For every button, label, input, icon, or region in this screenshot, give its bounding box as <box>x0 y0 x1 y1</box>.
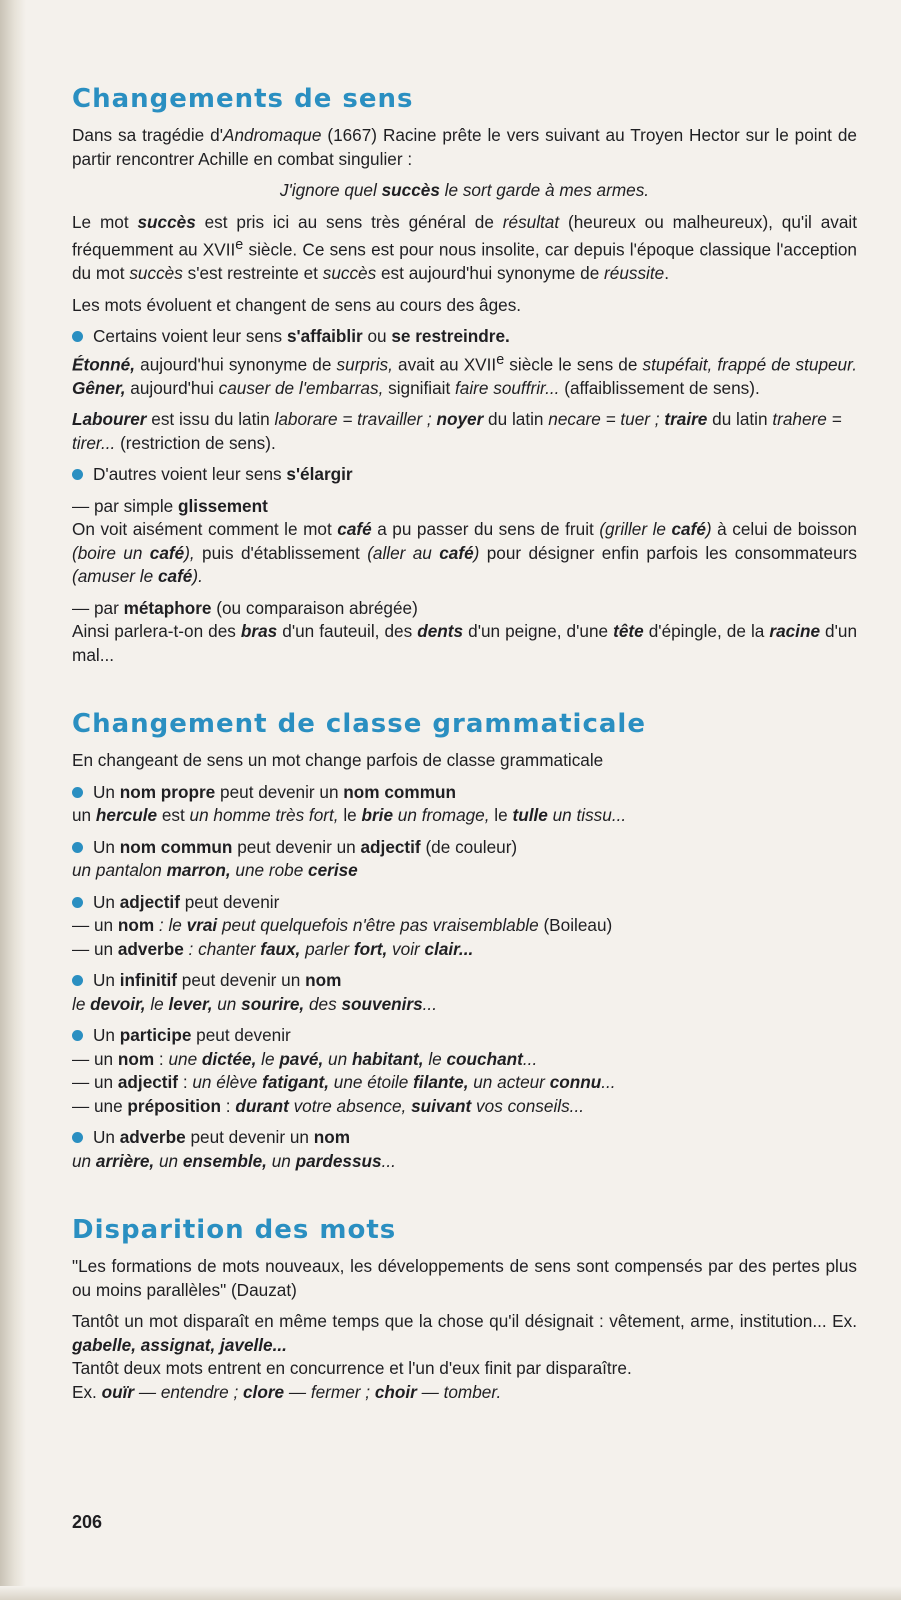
page-number: 206 <box>72 1512 103 1532</box>
bullet-dot-icon <box>72 787 83 798</box>
page-binding-edge <box>0 0 26 1600</box>
dash-item-glissement: — par simple glissement <box>72 495 268 516</box>
page-bottom-edge <box>0 1586 901 1600</box>
paragraph-labourer: Labourer est issu du latin laborare = travailler ; noyer du latin necare = tuer ; traire du latin trahere = tirer... (restriction de sens). <box>72 409 842 453</box>
bullet-dot-icon <box>72 331 83 342</box>
section-title-changements-de-sens: Changements de sens <box>72 84 414 114</box>
paragraph-gabelle: Tantôt un mot disparaît en même temps que la chose qu'il désignait : vêtement, arme, institution... Ex. gabelle, assignat, javelle... <box>72 1311 857 1355</box>
paragraph-evolution: Les mots évoluent et changent de sens au cours des âges. <box>72 294 522 315</box>
example-arriere: un arrière, un ensemble, un pardessus... <box>72 1150 396 1171</box>
paragraph-classe-intro: En changeant de sens un mot change parfois de classe grammaticale <box>72 750 604 771</box>
dash-item-metaphore: — par métaphore (ou comparaison abrégée) <box>72 597 418 618</box>
example-vrai: — un nom : le vrai peut quelquefois n'être pas vraisemblable (Boileau) <box>72 915 613 936</box>
bullet-dot-icon <box>72 1132 83 1143</box>
paragraph-concurrence: Tantôt deux mots entrent en concurrence et l'un d'eux finit par disparaître. <box>72 1358 632 1379</box>
example-devoir: le devoir, le lever, un sourire, des souvenirs... <box>72 993 437 1014</box>
bullet-dot-icon <box>72 842 83 853</box>
section-title-disparition: Disparition des mots <box>72 1215 397 1246</box>
bullet-item-infinitif: Un infinitif peut devenir un nom <box>72 969 857 993</box>
bullet-item-participe: Un participe peut devenir <box>72 1024 857 1048</box>
bullet-item-adverbe: Un adverbe peut devenir un nom <box>72 1126 857 1150</box>
paragraph-succes: Le mot succès est pris ici au sens très général de résultat (heureux ou malheureux), qu'il avait fréquemment au XVIIe siècle. Ce sens est pour nous insolite, car depuis l'époque classique l'acception du mot succès s'est restreinte et succès est aujourd'hui synonyme de réussite. <box>72 211 857 284</box>
bullet-item-affaiblir: Certains voient leur sens s'affaiblir ou se restreindre. <box>72 325 857 349</box>
example-dictee: — un nom : une dictée, le pavé, un habitant, le couchant... <box>72 1048 538 1069</box>
paragraph-cafe: On voit aisément comment le mot café a pu passer du sens de fruit (griller le café) à celui de boisson (boire un café), puis d'établissement (aller au café) pour désigner enfin parfois les consommateurs (amuser le café). <box>72 519 857 587</box>
paragraph-ouir: Ex. ouïr — entendre ; clore — fermer ; choir — tomber. <box>72 1381 502 1402</box>
bullet-dot-icon <box>72 1030 83 1041</box>
paragraph-bras: Ainsi parlera-t-on des bras d'un fauteuil, des dents d'un peigne, d'une tête d'épingle, de la racine d'un mal... <box>72 621 858 665</box>
bullet-item-adjectif: Un adjectif peut devenir <box>72 891 857 915</box>
paragraph-andromaque: Dans sa tragédie d'Andromaque (1667) Racine prête le vers suivant au Troyen Hector sur le point de partir rencontrer Achille en combat singulier : <box>72 125 857 169</box>
bullet-dot-icon <box>72 469 83 480</box>
section-title-changement-de-classe: Changement de classe grammaticale <box>72 709 646 740</box>
bullet-dot-icon <box>72 897 83 908</box>
paragraph-etonne: Étonné, aujourd'hui synonyme de surpris, avait au XVIIe siècle le sens de stupéfait, frappé de stupeur. Gêner, aujourd'hui causer de l'embarras, signifiait faire souffrir... (affaiblissement de sens). <box>72 351 857 398</box>
bullet-item-nom-propre: Un nom propre peut devenir un nom commun <box>72 781 857 805</box>
example-faux: — un adverbe : chanter faux, parler fort, voir clair... <box>72 938 474 959</box>
example-hercule: un hercule est un homme très fort, le brie un fromage, le tulle un tissu... <box>72 805 627 826</box>
page-content <box>72 82 857 1404</box>
bullet-item-elargir: D'autres voient leur sens s'élargir <box>72 463 857 487</box>
paragraph-dauzat-quote: "Les formations de mots nouveaux, les développements de sens sont compensés par des pertes plus ou moins parallèles" (Dauzat) <box>72 1256 857 1300</box>
bullet-item-nom-commun: Un nom commun peut devenir un adjectif (de couleur) <box>72 836 857 860</box>
example-fatigant: — un adjectif : un élève fatigant, une étoile filante, un acteur connu... <box>72 1072 616 1093</box>
example-durant: — une préposition : durant votre absence, suivant vos conseils... <box>72 1095 584 1116</box>
verse-quote: J'ignore quel succès le sort garde à mes armes. <box>279 180 650 200</box>
bullet-dot-icon <box>72 975 83 986</box>
example-marron: un pantalon marron, une robe cerise <box>72 860 358 881</box>
